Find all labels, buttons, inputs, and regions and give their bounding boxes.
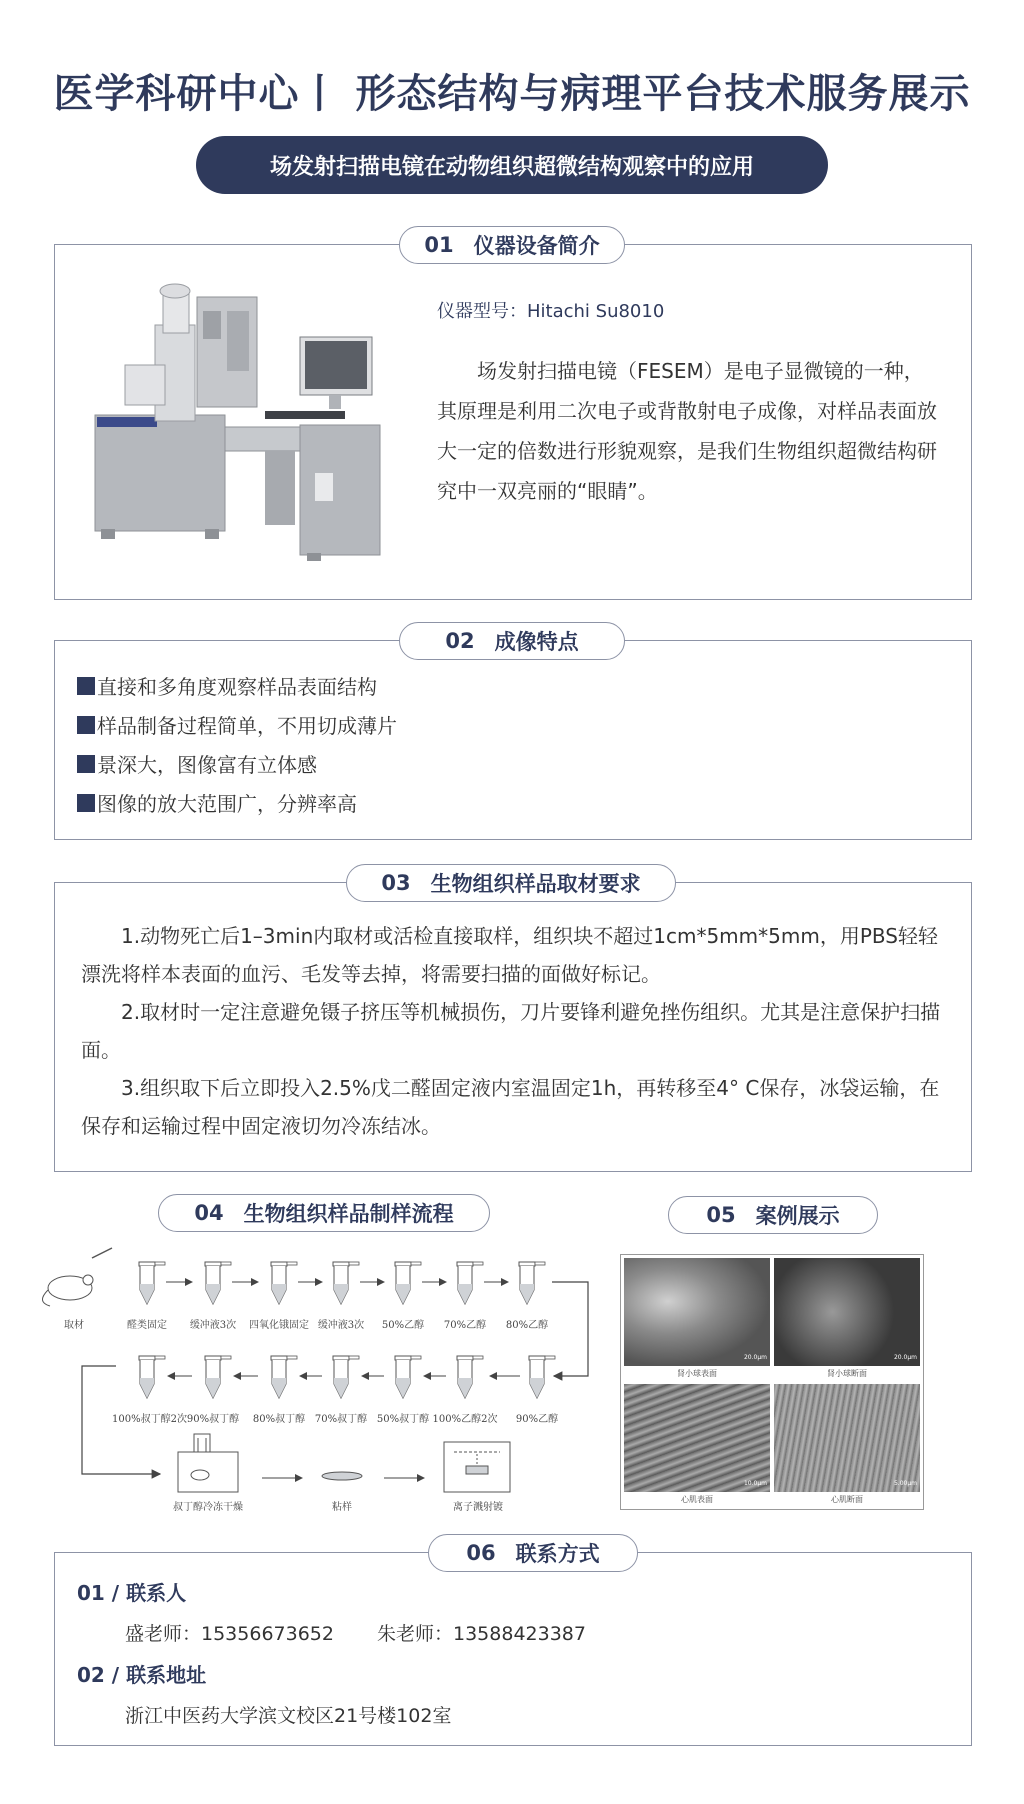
sem-image-tile (774, 1258, 920, 1380)
feature-item (77, 671, 377, 700)
mouse-icon (42, 1248, 112, 1306)
feature-text: 样品制备过程简单，不用切成薄片 (97, 714, 397, 738)
sample-stub-icon (322, 1472, 362, 1480)
subtitle-banner: 场发射扫描电镜在动物组织超微结构观察中的应用 (196, 136, 828, 194)
contact-heading-text: 联系人 (126, 1581, 187, 1605)
feature-text: 直接和多角度观察样品表面结构 (97, 675, 377, 699)
flow-step-label: 80%叔丁醇 (252, 1414, 306, 1425)
flow-step-label: 离子溅射镀 (453, 1502, 503, 1513)
sem-caption: 心肌断面 (831, 1495, 863, 1504)
section-03-box (54, 882, 972, 1172)
section-01-header (399, 226, 625, 264)
case-images-grid (620, 1254, 924, 1510)
flow-step-label: 80%乙醇 (505, 1320, 549, 1331)
feature-item (77, 749, 317, 778)
bullet-square-icon (77, 677, 95, 695)
sem-caption: 心肌表面 (681, 1495, 713, 1504)
address-heading (77, 1659, 206, 1688)
requirements-text (81, 917, 947, 1145)
section-06-header (428, 1534, 638, 1572)
sem-micrograph (624, 1384, 770, 1492)
section-03-header (346, 864, 676, 902)
feature-item (77, 710, 397, 739)
section-01-title: 仪器设备简介 (473, 234, 600, 258)
flow-step-label: 取材 (64, 1320, 84, 1331)
process-flow-graphics (40, 1246, 610, 1526)
flow-step-label: 70%乙醇 (443, 1320, 487, 1331)
section-02-title: 成像特点 (494, 630, 579, 654)
section-04-header (158, 1194, 490, 1232)
sem-scalebar: 10.0μm (743, 1480, 767, 1487)
bullet-square-icon (77, 755, 95, 773)
requirement-paragraph: 1.动物死亡后1–3min内取材或活检直接取样，组织块不超过1cm*5mm*5mm，用PBS轻轻漂洗将样本表面的血污、毛发等去掉，将需要扫描的面做好标记。 (81, 924, 938, 986)
sem-scalebar: 20.0μm (743, 1354, 767, 1361)
section-06-box (54, 1552, 972, 1746)
contact-heading (77, 1577, 186, 1606)
section-04-number: 04 (194, 1201, 224, 1225)
sem-micrograph (774, 1384, 920, 1492)
flow-step-label: 100%乙醇2次 (432, 1414, 498, 1425)
sem-instrument-image (75, 267, 415, 567)
instrument-model: 仪器型号：Hitachi Su8010 (437, 301, 665, 322)
contact-person-2: 朱老师：13588423387 (377, 1623, 586, 1645)
address-text: 浙江中医药大学滨文校区21号楼102室 (125, 1705, 452, 1727)
section-05-title: 案例展示 (755, 1204, 840, 1228)
flow-step-label: 醛类固定 (127, 1320, 167, 1331)
sem-scalebar: 20.0μm (893, 1354, 917, 1361)
section-01-box (54, 244, 972, 600)
page-title: 医学科研中心丨 形态结构与病理平台技术服务展示 (53, 71, 971, 117)
flow-step-label: 90%叔丁醇 (186, 1414, 240, 1425)
freeze-dryer-icon (178, 1434, 238, 1492)
bullet-square-icon (77, 794, 95, 812)
feature-text: 图像的放大范围广，分辨率高 (97, 792, 357, 816)
feature-text: 景深大，图像富有立体感 (97, 753, 317, 777)
flow-step-label: 叔丁醇冷冻干燥 (173, 1502, 243, 1513)
flow-step-label: 缓冲液3次 (317, 1320, 365, 1331)
section-02-box (54, 640, 972, 840)
flow-step-label: 50%乙醇 (381, 1320, 425, 1331)
section-03-title: 生物组织样品取材要求 (430, 872, 641, 896)
flow-step-label: 四氧化锇固定 (249, 1320, 309, 1331)
section-05-header (668, 1196, 878, 1234)
bullet-square-icon (77, 716, 95, 734)
section-01-number: 01 (424, 233, 454, 257)
address-heading-text: 联系地址 (126, 1663, 207, 1687)
process-flow-diagram (40, 1246, 610, 1526)
requirement-paragraph: 2.取材时一定注意避免镊子挤压等机械损伤，刀片要锋利避免挫伤组织。尤其是注意保护扫描面。 (81, 1000, 941, 1062)
sem-image-tile (624, 1384, 770, 1506)
sem-micrograph (624, 1258, 770, 1366)
sem-micrograph (774, 1258, 920, 1366)
address-heading-number: 02 / (77, 1663, 120, 1687)
sem-image-tile (624, 1258, 770, 1380)
requirement-paragraph: 3.组织取下后立即投入2.5%戊二醛固定液内室温固定1h，再转移至4° C保存，冰袋运输，在保存和运输过程中固定液切勿冷冻结冰。 (81, 1076, 940, 1138)
flow-step-label: 缓冲液3次 (189, 1320, 237, 1331)
sem-image-tile (774, 1384, 920, 1506)
sem-caption: 肾小球断面 (827, 1369, 867, 1378)
section-02-number: 02 (445, 629, 475, 653)
sem-scalebar: 5.00μm (893, 1480, 917, 1487)
contact-heading-number: 01 / (77, 1581, 120, 1605)
flow-step-label: 100%叔丁醇2次 (112, 1414, 187, 1425)
sputter-coater-icon (444, 1442, 510, 1492)
section-02-header (399, 622, 625, 660)
feature-item (77, 788, 357, 817)
sem-caption: 肾小球表面 (677, 1369, 717, 1378)
contact-person-1: 盛老师：15356673652 (125, 1623, 334, 1645)
section-03-number: 03 (381, 871, 411, 895)
section-06-title: 联系方式 (515, 1542, 600, 1566)
flow-step-label: 50%叔丁醇 (376, 1414, 430, 1425)
flow-step-label: 粘样 (332, 1502, 352, 1513)
flow-step-label: 70%叔丁醇 (314, 1414, 368, 1425)
section-04-title: 生物组织样品制样流程 (243, 1202, 454, 1226)
section-06-number: 06 (466, 1541, 496, 1565)
section-05-number: 05 (706, 1203, 736, 1227)
instrument-description: 场发射扫描电镜（FESEM）是电子显微镜的一种，其原理是利用二次电子或背散射电子成像，对样品表面放大一定的倍数进行形貌观察，是我们生物组织超微结构研究中一双亮丽的“眼睛”。 (437, 359, 937, 503)
flow-step-label: 90%乙醇 (515, 1414, 559, 1425)
